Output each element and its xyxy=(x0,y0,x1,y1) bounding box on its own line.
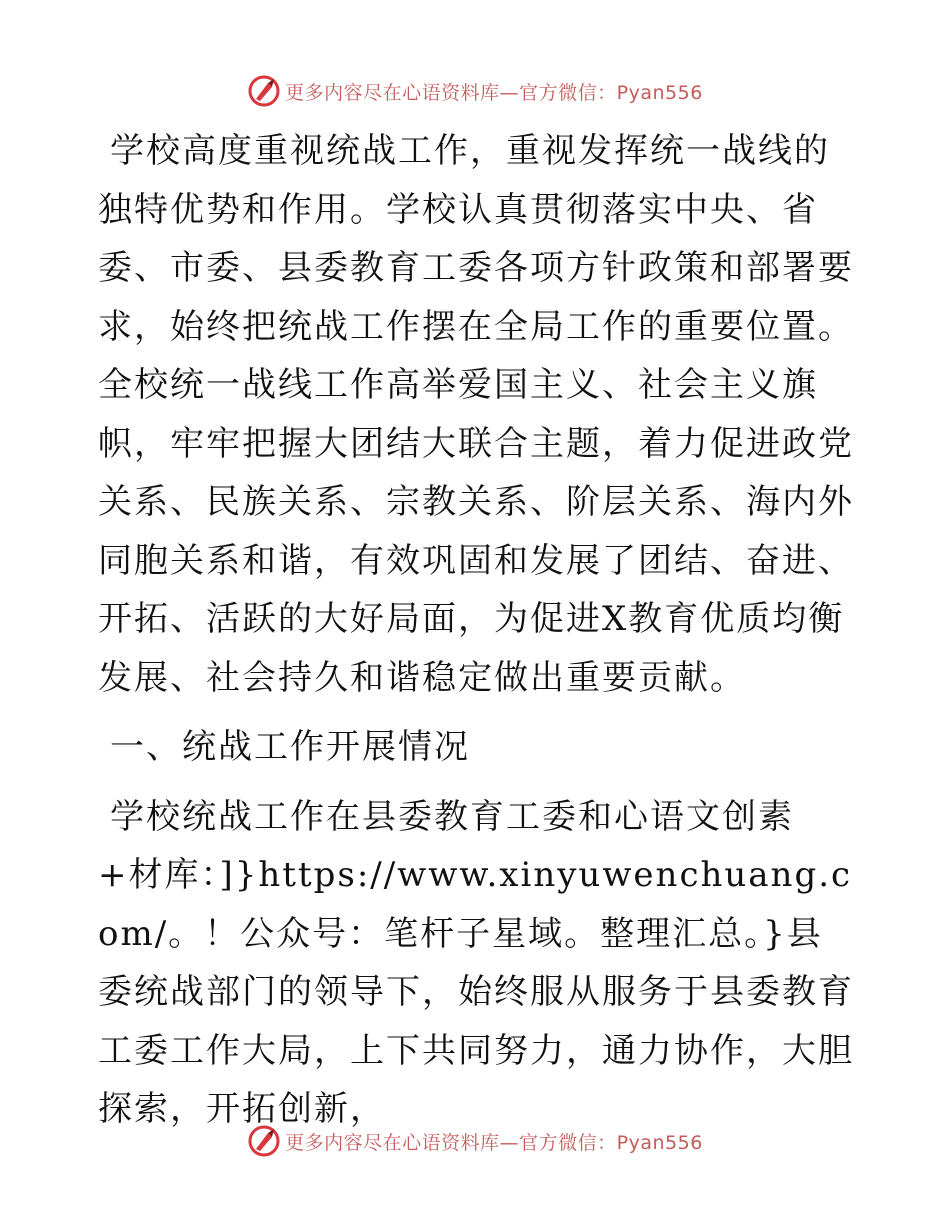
section-heading: 一、统战工作开展情况 xyxy=(110,727,470,767)
red-quill-logo-icon xyxy=(247,74,281,108)
body-paragraph-2: 学校统战工作在县委教育工委和心语文创素+材库：]}https://www.xinyuwenchuang.com/。！公众号：笔杆子星域。整理汇总。}县委统战部门的领导下，始终服从服务于县委教育工委工作大局，上下共同努力，通力协作，大胆探索，开拓创新， xyxy=(98,796,854,1129)
body-paragraph-1: 学校高度重视统战工作，重视发挥统一战线的独特优势和作用。学校认真贯彻落实中央、省委、市委、县委教育工委各项方针政策和部署要求，始终把统战工作摆在全局工作的重要位置。全校统一战线工作高举爱国主义、社会主义旗帜，牢牢把握大团结大联合主题，着力促进政党关系、民族关系、宗教关系、阶层关系、海内外同胞关系和谐，有效巩固和发展了团结、奋进、开拓、活跃的大好局面，为促进X教育优质均衡发展、社会持久和谐稳定做出重要贡献。 xyxy=(98,131,854,698)
red-quill-logo-icon xyxy=(247,1124,281,1158)
footer-watermark xyxy=(0,1121,950,1161)
header-watermark-text: 更多内容尽在心语资料库—官方微信：Pyan556 xyxy=(285,81,703,104)
header-watermark xyxy=(0,71,950,111)
footer-watermark-text: 更多内容尽在心语资料库—官方微信：Pyan556 xyxy=(285,1131,703,1154)
document-body xyxy=(98,122,858,1139)
